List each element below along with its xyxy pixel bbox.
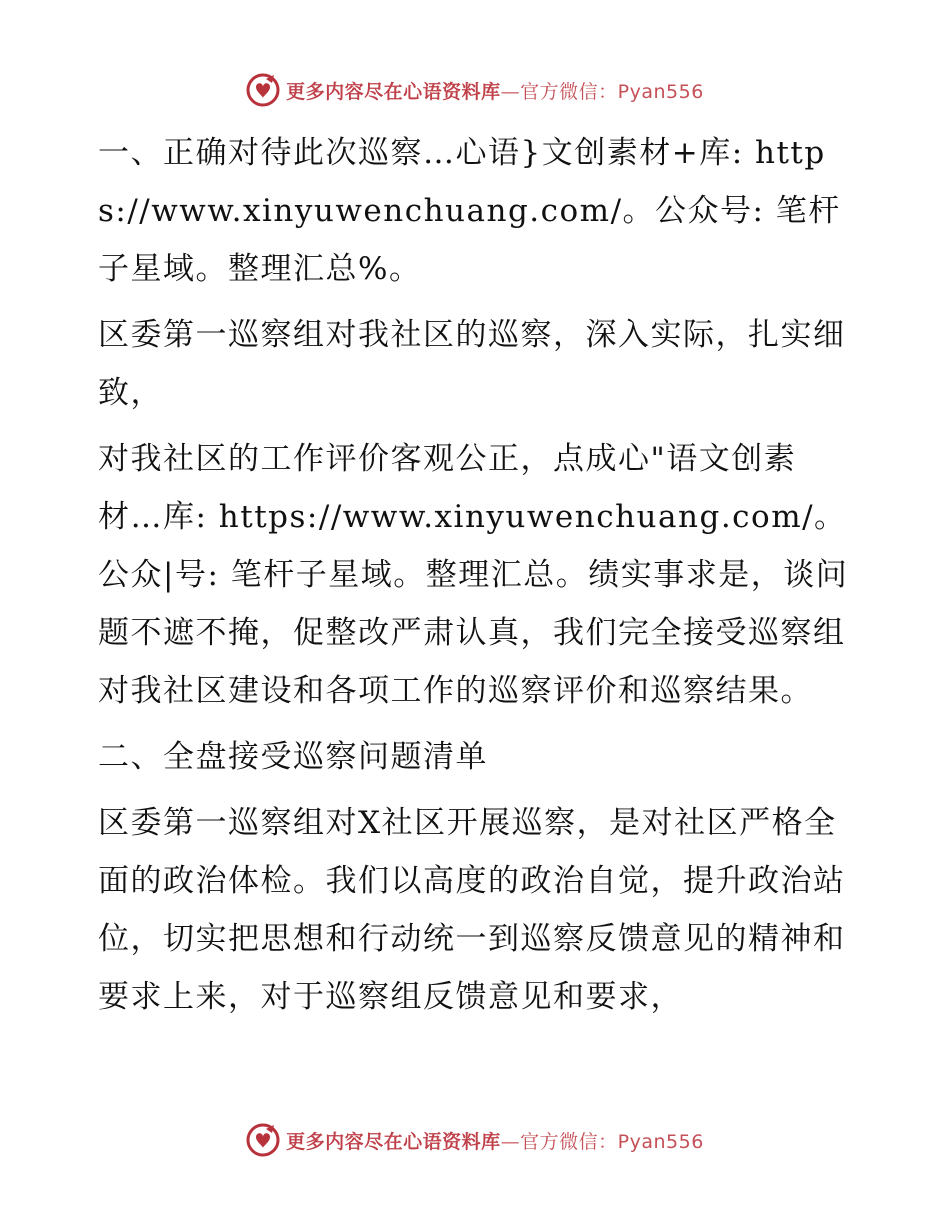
header-text <box>286 77 704 104</box>
document-body <box>98 124 858 1034</box>
header-contact: 官方微信：Pyan556 <box>520 80 704 103</box>
heart-pen-logo-icon <box>246 1123 280 1157</box>
paragraph-1: 一、正确对待此次巡察…心语}文创素材+库: https://www.xinyuwenchuang.com/。公众号: 笔杆子星域。整理汇总%。 <box>98 135 841 287</box>
footer-banner <box>0 1120 950 1160</box>
header-brand: 更多内容尽在心语资料库 <box>286 80 501 103</box>
paragraph-3: 对我社区的工作评价客观公正，点成心"语文创素材…库: https://www.xinyuwenchuang.com/。公众|号: 笔杆子星域。整理汇总。绩实事求是，谈问题不遮不掩，促整改严肃认真，我们完全接受巡察组对我社区建设和各项工作的巡察评价和巡察结果。 <box>98 441 849 709</box>
footer-separator: — <box>500 1130 521 1153</box>
section-heading-2: 二、全盘接受巡察问题清单 <box>98 739 488 775</box>
footer-brand: 更多内容尽在心语资料库 <box>286 1130 501 1153</box>
header-banner <box>0 70 950 110</box>
footer-contact: 官方微信：Pyan556 <box>520 1130 704 1153</box>
header-separator: — <box>500 80 521 103</box>
footer-text <box>286 1127 704 1154</box>
paragraph-5: 区委第一巡察组对X社区开展巡察，是对社区严格全面的政治体检。我们以高度的政治自觉，提升政治站位，切实把思想和行动统一到巡察反馈意见的精神和要求上来，对于巡察组反馈意见和要求， <box>98 805 846 1015</box>
paragraph-2: 区委第一巡察组对我社区的巡察，深入实际，扎实细致， <box>98 317 846 411</box>
heart-pen-logo-icon <box>246 73 280 107</box>
